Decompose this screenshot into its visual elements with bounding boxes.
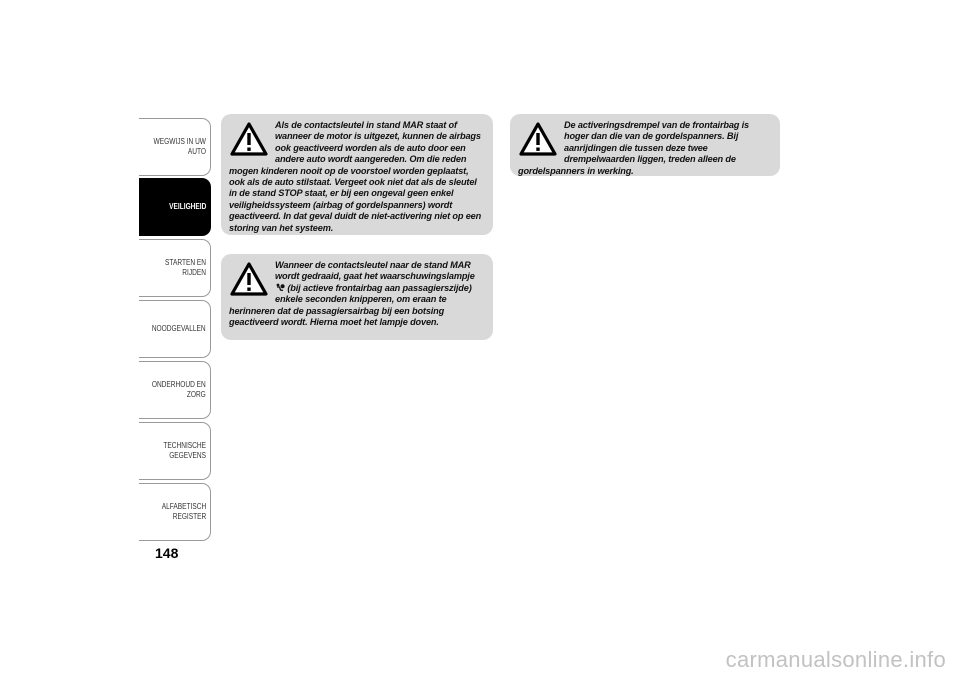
warning-triangle-icon (229, 121, 269, 157)
warning-text: Als de contactsleutel in stand MAR staat of wanneer de motor is uitgezet, kunnen de airbags ook geactiveerd worden als de auto door een andere auto wordt aangereden. Om die reden mogen kinderen nooit op de voorstoel worden geplaatst, ook als de auto stilstaat. Vergeet ook niet dat als de sleutel in de stand STOP staat, er bij een ongeval geen enkel veiligheidssysteem (airbag of gordelspanners) wordt geactiveerd. In dat geval duidt de niet-activering niet op een storing van het systeem. (229, 120, 482, 233)
tab-alfabetisch-register[interactable] (139, 483, 211, 541)
tab-starten-en-rijden[interactable] (139, 239, 211, 297)
tab-label: STARTEN EN RIJDEN (165, 258, 206, 277)
warning-box-warning-light (221, 254, 493, 340)
tab-technische-gegevens[interactable] (139, 422, 211, 480)
tab-label: ALFABETISCH REGISTER (161, 502, 206, 521)
warning-box-contact-key (221, 114, 493, 235)
tab-onderhoud-en-zorg[interactable] (139, 361, 211, 419)
tab-veiligheid[interactable] (139, 178, 211, 236)
warning-triangle-icon (229, 261, 269, 297)
tab-wegwijs-in-uw-auto[interactable] (139, 118, 211, 176)
warning-text-part-1: Wanneer de contactsleutel naar de stand MAR wordt gedraaid, gaat het waarschuwingslampje (275, 260, 475, 282)
airbag-warning-icon (275, 283, 285, 292)
tab-label: VEILIGHEID (168, 202, 206, 211)
warning-triangle-icon (518, 121, 558, 157)
warning-text-part-2: (bij actieve frontairbag aan passagierszijde) enkele seconden knipperen, om eraan te herinneren dat de passagiersairbag bij een botsing geactiveerd wordt. Hierna moet het lampje doven. (229, 282, 472, 328)
warning-text: De activeringsdrempel van de frontairbag is hoger dan die van de gordelspanners. Bij aanrijdingen die tussen deze twee drempelwaarden liggen, treden alleen de gordelspanners in werking. (518, 120, 750, 176)
tab-label: TECHNISCHE GEGEVENS (163, 441, 206, 460)
tab-label: WEGWIJS IN UW AUTO (153, 137, 206, 156)
tab-label: NOODGEVALLEN (152, 324, 206, 333)
warning-box-activation-threshold (510, 114, 780, 176)
tab-noodgevallen[interactable] (139, 300, 211, 358)
watermark: carmanualsonline.info (725, 647, 946, 672)
tab-label: ONDERHOUD EN ZORG (152, 380, 206, 399)
page-number: 148 (155, 545, 179, 561)
